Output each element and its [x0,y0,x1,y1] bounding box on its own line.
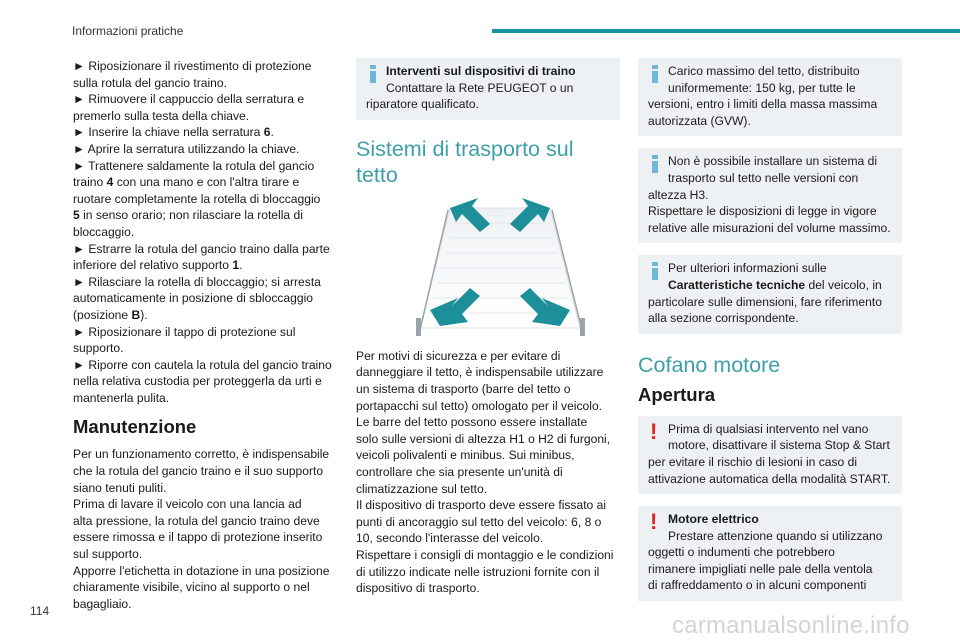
apertura-heading: Apertura [638,383,716,405]
manutenzione-text-line: Apporre l'etichetta in dotazione in una posizione [73,563,330,578]
manutenzione-heading: Manutenzione [73,416,197,438]
col1-text-line: ► Riporre con cautela la rotula del gancio traino [73,357,332,372]
note-line: autorizzata (GVW). [648,113,751,128]
note-title [366,63,610,80]
info-note-specs [638,255,902,333]
col1-text-line: automaticamente in posizione di sbloccaggio [73,291,314,306]
note-line: Contattare la Rete PEUGEOT o un [386,80,574,95]
roof-text-line: danneggiare il tetto, è indispensabile utilizzare [356,365,604,380]
col1-text-line: traino 4 con una mano e con l'altra tirare e [73,175,300,190]
roof-text-line: Il dispositivo di trasporto deve essere fissato ai [356,498,607,513]
col1-text-line: ruotare completamente la rotella di bloccaggio [73,191,321,206]
column-2-content [356,58,620,597]
chapter-title-line: tetto [356,162,398,187]
manutenzione-text-line: Prima di lavare il veicolo con una lancia ad [73,497,302,512]
roof-text-line: punti di ancoraggio sul tetto del veicolo: 6, 8 o [356,514,602,529]
warning-note-stopstart [638,416,902,494]
info-icon [366,65,380,83]
note-line: trasporto sul tetto nelle versioni con [668,170,859,185]
page-number: 114 [30,604,50,618]
col1-text-line: ► Rimuovere il cappuccio della serratura e [73,92,305,107]
chapter-title-bonnet: Cofano motore [638,352,781,377]
roof-text-line: solo sulle versioni di altezza H1 o H2 di furgoni, [356,431,611,446]
warning-line: di raffreddamento o in alcuni componenti [648,578,867,593]
note-title-text: Interventi sul dispositivi di traino [386,64,576,78]
warning-line: oggetti o indumenti che potrebbero [648,545,835,560]
note-line: Per ulteriori informazioni sulle [668,261,827,276]
col1-text-line: ► Riposizionare il rivestimento di protezione [73,59,312,73]
warning-note-electric [638,506,902,601]
note-line: riparatore qualificato. [366,97,479,112]
col1-text-line: ► Estrarre la rotula del gancio traino dalla parte [73,241,330,256]
column-1-content [73,58,338,612]
note-text: del veicolo, in [805,277,882,292]
roof-text-line: di utilizzo indicate nelle istruzioni fornite con il [356,564,600,579]
note-line: versioni, entro i limiti della massa massima [648,97,878,112]
col1-text-line: premerlo sulla testa della chiave. [73,108,250,123]
note-line: relative alle misurazioni del volume massimo. [648,220,891,235]
manutenzione-text-line: Per un funzionamento corretto, è indispensabile [73,447,330,462]
info-icon [648,65,662,83]
roof-text-line: Le barre del tetto possono essere installate [356,415,588,430]
warning-icon: ! [650,418,658,444]
col1-text-line: ► Rilasciare la rotella di bloccaggio; si arresta [73,274,321,289]
manutenzione-text-line: alta pressione, la rotula del gancio traino deve [73,513,320,528]
note-line: altezza H3. [648,187,709,202]
col1-text-line: ► Trattenere saldamente la rotula del gancio [73,158,315,173]
roof-arrows-diagram-icon [410,198,590,338]
roof-text-line: Per motivi di sicurezza e per evitare di [356,348,561,363]
note-line: uniformemente: 150 kg, per tutte le [668,80,856,95]
manutenzione-text-line: che la rotula del gancio traino e il suo supporto [73,464,324,479]
header-accent-bar [492,29,960,33]
manutenzione-text-line: siano tenuti puliti. [73,480,167,495]
warning-title-text: Motore elettrico [668,512,759,527]
col1-text-line: ► Inserire la chiave nella serratura 6. [73,125,274,140]
col1-text-line: supporto. [73,341,124,356]
roof-text-line: climatizzazione sul tetto. [356,481,488,496]
column-3-content [638,58,902,613]
note-line: alla sezione corrispondente. [648,311,799,326]
info-note-traino [356,58,620,120]
roof-text-line: controllare che sia presente un'unità di [356,464,563,479]
warning-line: Prima di qualsiasi intervento nel vano [668,421,869,436]
note-line: Rispettare le disposizioni di legge in vigore [648,204,877,219]
roof-text-line: veicoli polivalenti e minibus. Sui minibus, [356,448,575,463]
warning-line: per evitare il rischio di lesioni in caso di [648,454,858,469]
col1-text-line: mantenerla pulita. [73,390,170,405]
col1-text-line: (posizione B). [73,307,148,322]
watermark: carmanualsonline.info [672,612,910,639]
warning-title [648,511,892,528]
header-section-title: Informazioni pratiche [72,24,184,38]
manutenzione-text-line: essere rimossa e il tappo di protezione inserito [73,530,323,545]
info-icon [648,262,662,280]
col1-text-line: inferiore del relativo supporto 1. [73,258,243,273]
warning-line: attivazione automatica della modalità START. [648,471,891,486]
col1-text-line: 5 in senso orario; non rilasciare la rotella di [73,208,303,223]
col1-text-line: nella relativa custodia per proteggerla da urti e [73,374,322,389]
col1-text-line: sulla rotula del gancio traino. [73,75,227,90]
chapter-title-roof [356,136,620,188]
info-note-h3 [638,148,902,243]
note-line: Non è possibile installare un sistema di [668,154,878,169]
chapter-title-line: Sistemi di trasporto sul [356,136,574,161]
warning-icon: ! [650,509,658,535]
manutenzione-text-line: chiaramente visibile, vicino al supporto o nel [73,580,310,595]
manutenzione-text-line: sul supporto. [73,547,143,562]
roof-text-line: 10, secondo l'interasse del veicolo. [356,531,544,546]
col1-text-line: ► Riposizionare il tappo di protezione sul [73,324,296,339]
note-line: Carico massimo del tetto, distribuito [668,64,860,78]
warning-line: motore, disattivare il sistema Stop & Start [668,438,890,453]
info-icon [648,155,662,173]
info-note-load [638,58,902,136]
note-bold-text: Caratteristiche tecniche [668,277,806,292]
roof-text-line: un sistema di trasporto (barre del tetto o [356,381,571,396]
note-line: particolare sulle dimensioni, fare riferimento [648,294,882,309]
manutenzione-text-line: bagagliaio. [73,596,132,611]
roof-text-line: Rispettare i consigli di montaggio e le condizioni [356,547,614,562]
note-line [648,277,892,294]
roof-text-line: portapacchi sul tetto) omologato per il veicolo. [356,398,603,413]
warning-line: rimanere impigliati nelle pale della ventola [648,561,873,576]
col1-text-line: bloccaggio. [73,224,135,239]
col1-text-line: ► Aprire la serratura utilizzando la chiave. [73,141,300,156]
warning-line: Prestare attenzione quando si utilizzano [668,528,883,543]
roof-text-line: dispositivo di trasporto. [356,581,480,596]
